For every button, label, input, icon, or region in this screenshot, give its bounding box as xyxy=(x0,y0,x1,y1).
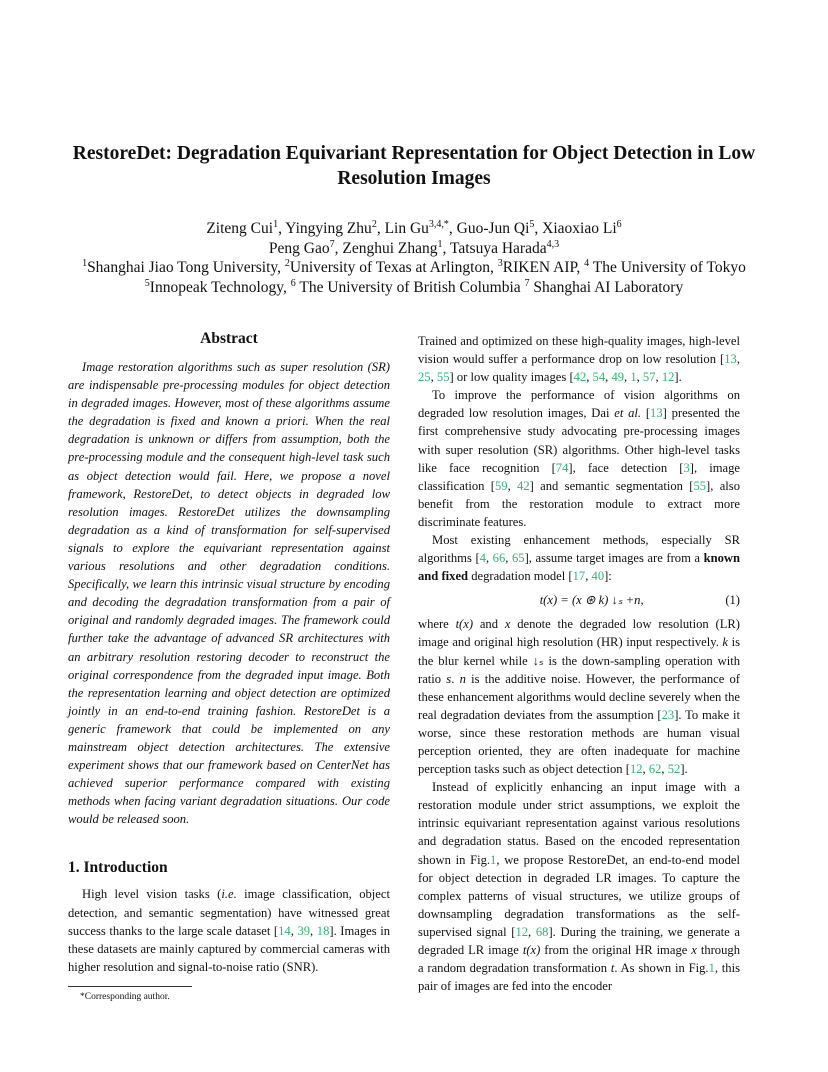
citation-link[interactable]: 1 xyxy=(490,852,497,867)
intro-paragraph-1: High level vision tasks (i.e. image classification, object detection, and semantic segmentation) have witnessed great success thanks to the large scale dataset [14, 39, 18]. Images in these datasets are mainly captured by commercial cameras with higher resolution and signal-to-noise ratio (SNR). xyxy=(68,887,391,974)
citation-link[interactable]: 13 xyxy=(724,352,737,367)
italic-text: t(x) xyxy=(522,943,541,957)
citation-link[interactable]: 39 xyxy=(297,923,311,938)
citation-link[interactable]: 4 xyxy=(479,551,486,566)
citation-link[interactable]: 42 xyxy=(517,478,530,493)
italic-text: k xyxy=(722,635,729,650)
italic-text: x xyxy=(691,943,697,957)
affiliation-line-1: $^1$Shanghai Jiao Tong University, $^2$University of Texas at Arlington, $^3$RIKEN AIP, $^4$ The University of Tokyo xyxy=(82,257,746,276)
citation-link[interactable]: 23 xyxy=(661,707,675,722)
footnote xyxy=(68,991,390,1003)
author-name: Guo-Jun Qi xyxy=(456,220,530,237)
author-affiliation-mark: 5 xyxy=(529,218,535,230)
footnote-text: *Corresponding author. xyxy=(80,991,170,1002)
citation-link[interactable]: 55 xyxy=(436,370,450,385)
affiliation-mark: 3 xyxy=(497,257,503,269)
italic-text: n xyxy=(459,671,466,686)
affiliation-mark: 4 xyxy=(584,257,590,269)
abstract-heading: Abstract xyxy=(200,330,258,347)
citation-link[interactable]: 13 xyxy=(650,406,663,421)
italic-text: t(x) xyxy=(455,617,474,632)
equation-1 xyxy=(418,592,740,608)
abstract xyxy=(68,358,390,828)
affiliation-name: RIKEN AIP xyxy=(502,259,577,276)
right-paragraph-4: where t(x) and x denote the degraded low resolution (LR) image and original high resolution (HR) input respectively. k is the blur kernel while ↓ₛ is the down-sampling operation with ratio s. n is the additive noise. However, the performance of these enhancement algorithms would decline severely when the real degradation deviates from the assumption [23]. To make it worse, since these restoration methods are human visual perception oriented, they are often inadequate for machine perception tasks such as object detection [12, 62, 52]. xyxy=(418,617,741,777)
citation-link[interactable]: 1 xyxy=(708,961,715,976)
right-paragraph-1: Trained and optimized on these high-quality images, high-level vision would suffer a performance drop on low resolution [13, 25, 55] or low quality images [42, 54, 49, 1, 57, 12]. xyxy=(418,334,740,385)
citation-link[interactable]: 17 xyxy=(572,569,586,584)
citation-link[interactable]: 42 xyxy=(573,370,587,385)
author-name: Yingying Zhu xyxy=(285,220,372,237)
citation-link[interactable]: 62 xyxy=(648,762,662,777)
citation-link[interactable]: 66 xyxy=(492,551,506,566)
author-affiliation-mark: 1 xyxy=(437,238,443,250)
affiliation-mark: 7 xyxy=(524,277,530,289)
author-affiliation-mark: 7 xyxy=(329,238,335,250)
italic-text: s xyxy=(446,671,452,686)
author-name: Peng Gao xyxy=(268,239,330,257)
affiliation-name: University of Texas at Arlington xyxy=(289,259,490,276)
affiliation-mark: 6 xyxy=(290,277,296,289)
paper-title: RestoreDet: Degradation Equivariant Representation for Object Detection in Low Resolution Images xyxy=(72,143,756,189)
citation-link[interactable]: 40 xyxy=(591,569,605,584)
author-affiliation-mark: 4,3 xyxy=(546,238,560,250)
author-block xyxy=(30,219,798,297)
footnote-rule xyxy=(68,986,192,987)
author-affiliation-mark: 3,4,* xyxy=(428,218,449,230)
affiliation-name: Shanghai Jiao Tong University xyxy=(87,259,278,276)
affiliation-mark: 5 xyxy=(144,277,150,289)
citation-link[interactable]: 74 xyxy=(555,460,569,475)
right-paragraph-5: Instead of explicitly enhancing an input image with a restoration module under strict assumptions, we exploit the intrinsic equivariant representation against various resolutions and degradation status. Based on the encoded representation shown in Fig.1, we propose RestoreDet, an end-to-end model for object detection in degraded LR images. To capture the complex patterns of visual structures, we utilize groups of downsampling degradation transformations as the self-supervised signal [12, 68]. During the training, we generate a degraded LR image t(x) from the original HR image x through a random degradation transformation t. As shown in Fig.1, this pair of images are fed into the encoder xyxy=(418,780,741,994)
affiliation-name: The University of Tokyo xyxy=(589,259,746,276)
italic-text: x xyxy=(504,617,511,632)
affiliation-mark: 2 xyxy=(284,257,290,269)
right-paragraph-3: Most existing enhancement methods, especially SR algorithms [4, 66, 65], assume target images are from a known and fixed degradation model [17, 40]: xyxy=(418,533,741,584)
citation-link[interactable]: 12 xyxy=(629,762,643,777)
bold-text: known and fixed xyxy=(418,551,741,584)
author-name: Lin Gu xyxy=(384,220,429,237)
affiliation-name: The University of British Columbia xyxy=(295,278,521,296)
abstract-text: Image restoration algorithms such as super resolution (SR) are indispensable pre-processing modules for object detection in degraded images. However, most of these algorithms assume the degradation is fixed and known a priori. When the real degradation is unknown or differs from assumption, both the pre-processing module and the consequent high-level task such as object detection would fail. Here, we propose a novel framework, RestoreDet, to detect objects in degraded low resolution images. RestoreDet utilizes the downsampling degradation as a kind of transformation for self-supervised signals to explore the equivariant representation against various resolutions and other degradation conditions. Specifically, we learn this intrinsic visual structure by encoding and decoding the degradation transformation from a pair of original and randomly degraded images. The framework could further take the advantage of advanced SR architectures with an arbitrary resolution restoring decoder to reconstruct the original correspondence from the degraded input image. Both the representation learning and object detection are optimized jointly in an end-to-end training fashion. RestoreDet is a generic framework that could be implemented on any mainstream object detection architectures. The extensive experiment shows that our framework based on CenterNet has achieved superior performance compared with existing methods when facing variant degradation situations. Our code would be released soon. xyxy=(68,360,390,827)
citation-link[interactable]: 12 xyxy=(661,370,675,385)
author-name: Zenghui Zhang xyxy=(342,239,438,257)
citation-link[interactable]: 55 xyxy=(693,478,707,493)
citation-link[interactable]: 18 xyxy=(316,923,330,938)
italic-text: i.e. xyxy=(221,887,237,902)
citation-link[interactable]: 12 xyxy=(515,924,529,939)
author-name: Xiaoxiao Li xyxy=(542,220,617,237)
left-column xyxy=(68,330,390,1003)
author-affiliation-mark: 2 xyxy=(371,218,377,230)
author-affiliation-mark: 6 xyxy=(616,218,622,230)
author-line-1: Ziteng Cui$^1$, Yingying Zhu$^2$, Lin $Gu^{3,4,*}$, Guo-Jun Qi$^5$, Xiaoxiao Li$^6$ xyxy=(206,218,622,237)
citation-link[interactable]: 54 xyxy=(592,370,606,385)
equation-number: (1) xyxy=(725,592,740,607)
affiliation-line-2: $^5$Innopeak Technology, $^6$ The University of British Columbia $^7$ Shanghai AI Laboratory xyxy=(144,277,684,296)
citation-link[interactable]: 25 xyxy=(418,370,431,385)
right-paragraph-2: To improve the performance of vision algorithms on degraded low resolution images, Dai et al. [13] presented the first comprehensive study advocating pre-processing images with super resolution (SR) algorithms. Other high-level tasks like face recognition [74], face detection [3], image classification [59, 42] and semantic segmentation [55], also benefit from the restoration module to extract more discriminate features. xyxy=(418,388,741,529)
citation-link[interactable]: 49 xyxy=(611,370,625,385)
citation-link[interactable]: 65 xyxy=(512,551,525,566)
affiliation-name: Innopeak Technology xyxy=(149,278,284,296)
author-name: Tatsuya Harada xyxy=(449,239,547,257)
equation-formula: t(x) = (x ⊛ k) ↓ₛ +n, xyxy=(539,593,644,608)
citation-link[interactable]: 3 xyxy=(683,460,690,475)
citation-link[interactable]: 52 xyxy=(667,762,681,777)
citation-link[interactable]: 59 xyxy=(494,478,508,493)
author-name: Ziteng Cui xyxy=(206,220,274,237)
citation-link[interactable]: 57 xyxy=(642,370,656,385)
introduction-heading: 1. Introduction xyxy=(68,859,168,877)
italic-text: t xyxy=(610,961,615,976)
author-affiliation-mark: 1 xyxy=(273,218,279,230)
citation-link[interactable]: 1 xyxy=(630,370,637,385)
affiliation-name: Shanghai AI Laboratory xyxy=(529,278,684,296)
right-column xyxy=(418,332,740,995)
affiliation-mark: 1 xyxy=(82,257,88,269)
citation-link[interactable]: 14 xyxy=(278,923,291,938)
italic-text: et al. xyxy=(614,406,642,421)
author-line-2: Peng Gao$^7$, Zenghui Zhang$^1$, Tatsuya Harada$^{4,3}$ xyxy=(268,238,560,257)
citation-link[interactable]: 68 xyxy=(535,924,549,939)
